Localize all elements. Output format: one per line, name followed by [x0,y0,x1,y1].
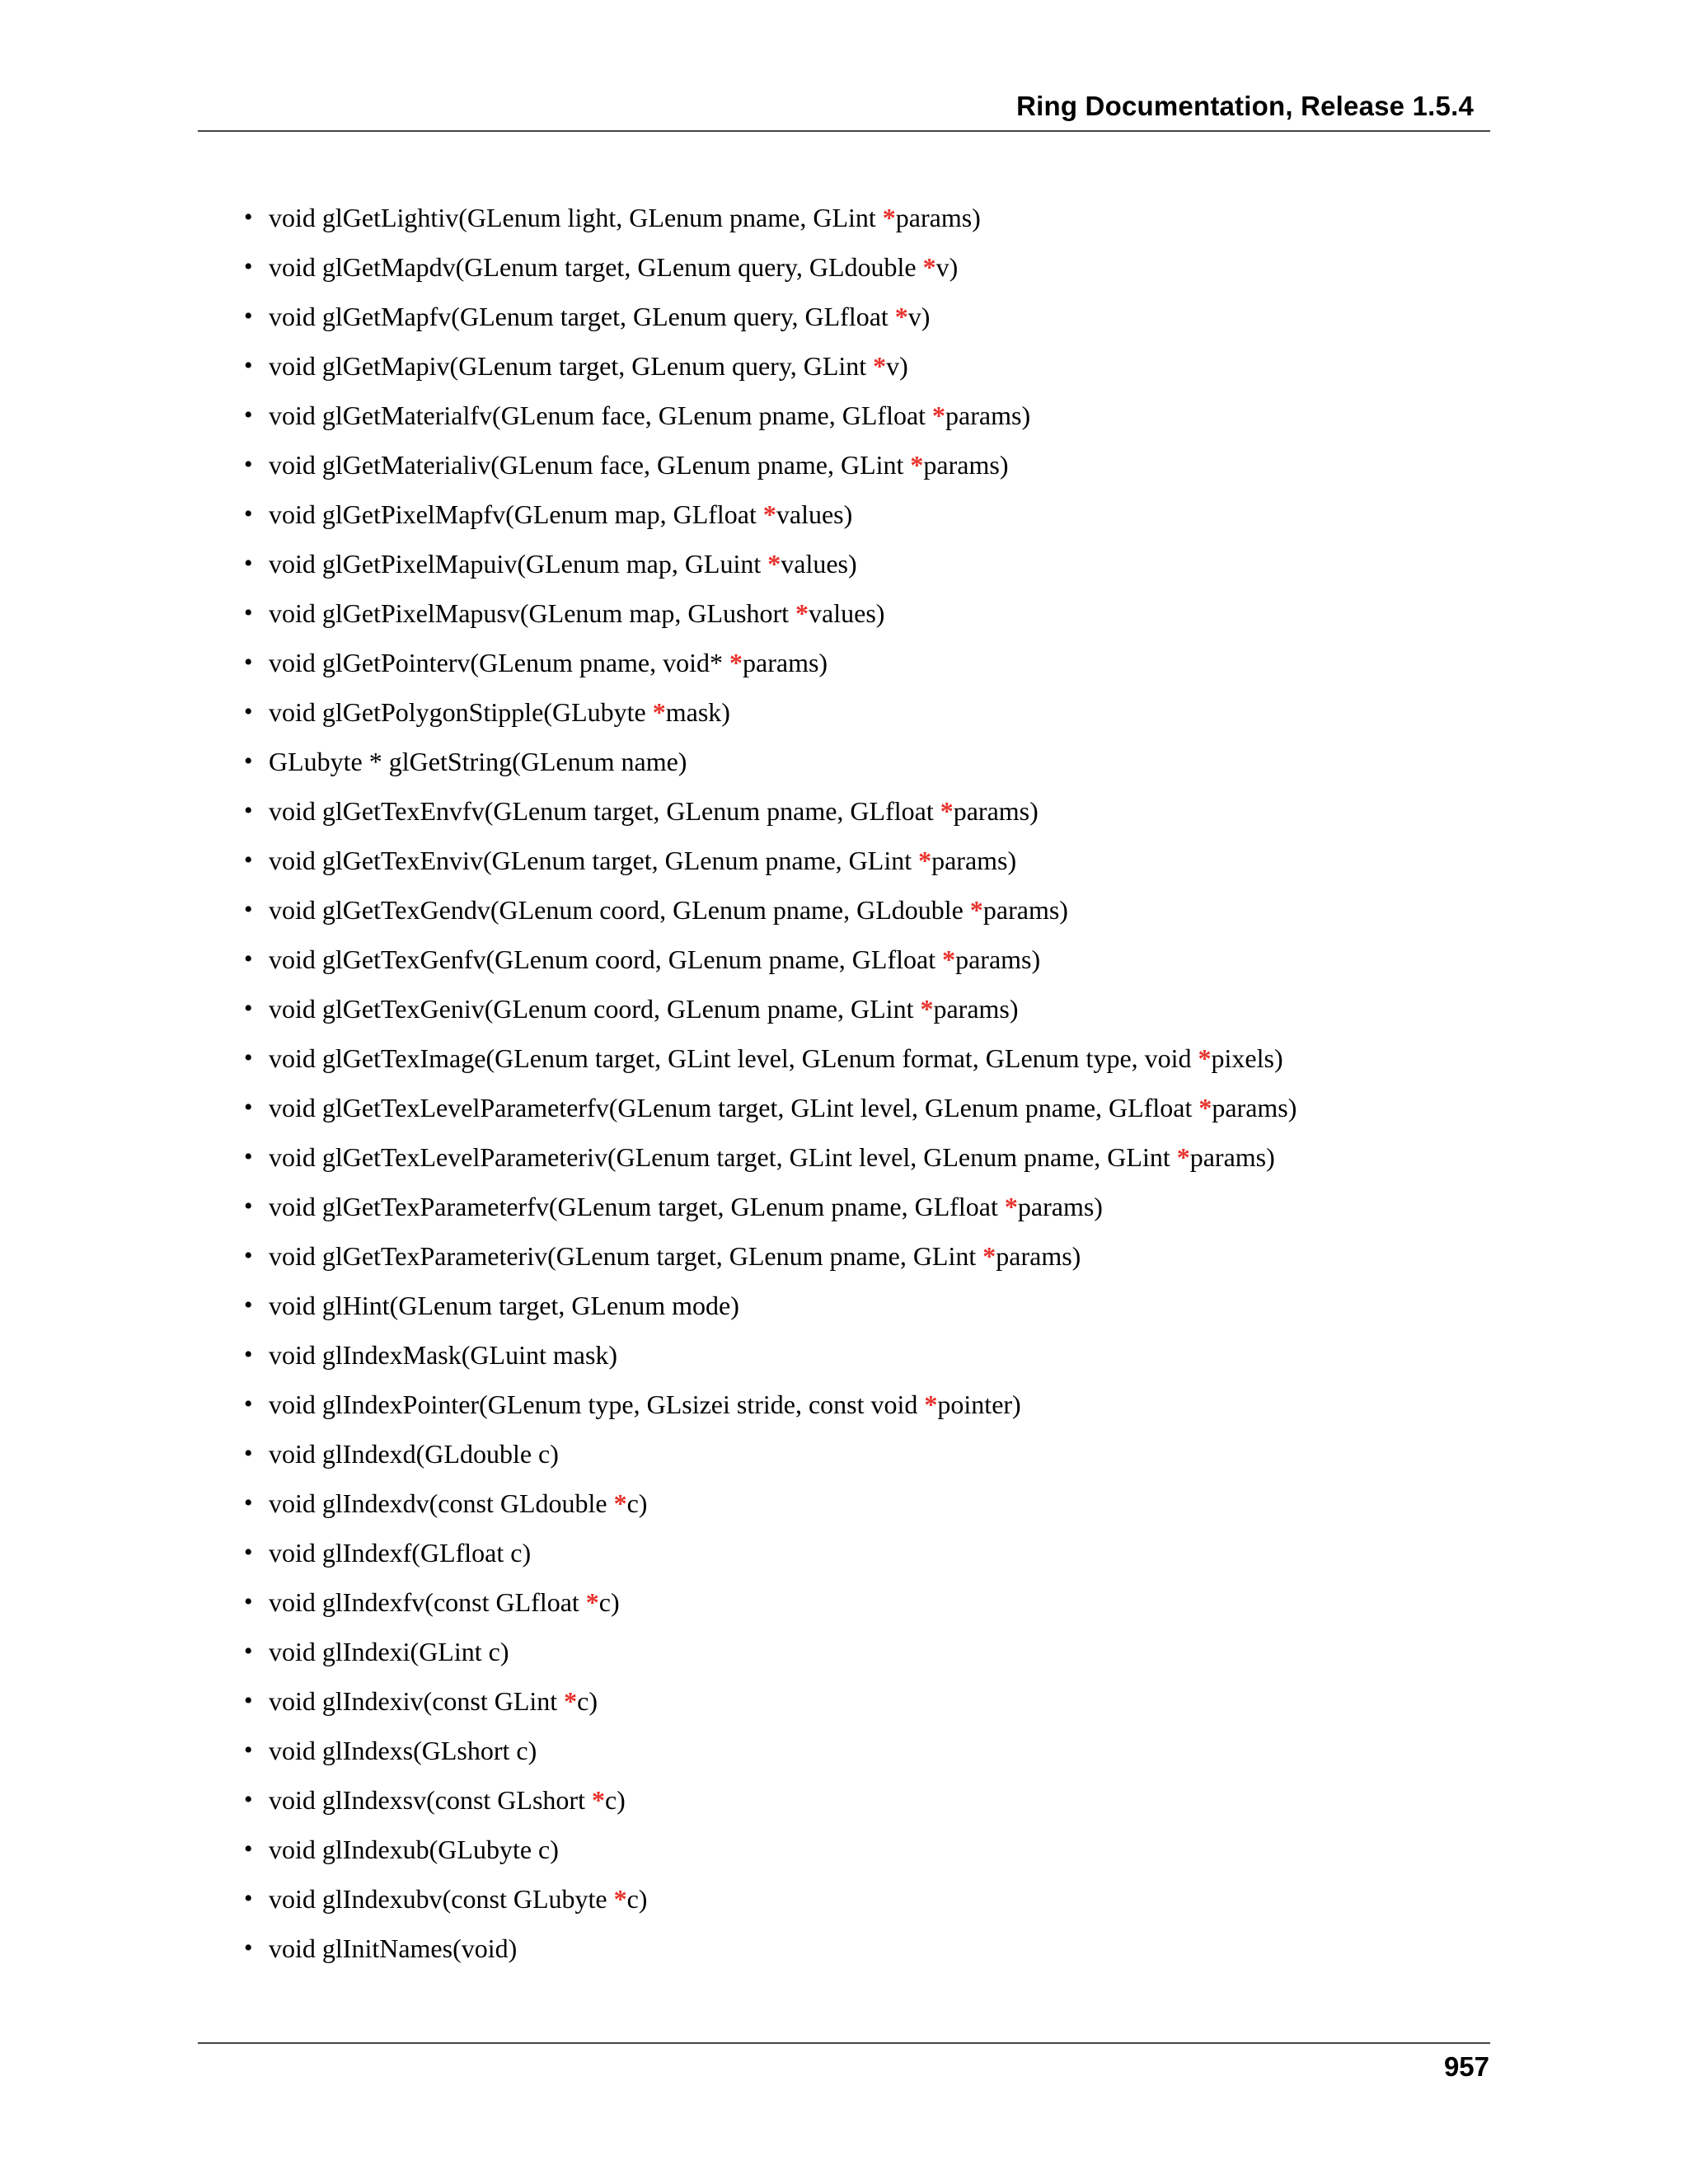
header-divider [198,130,1490,132]
pointer-asterisk: * [613,1884,627,1914]
function-signature-tail: params) [895,203,981,232]
page-header-title: Ring Documentation, Release 1.5.4 [1016,91,1474,121]
bullet-icon: • [244,1341,253,1368]
list-item [244,1731,1296,1780]
list-item [244,1335,1296,1385]
pointer-asterisk: * [1198,1093,1212,1122]
bullet-icon: • [244,401,253,429]
bullet-icon: • [244,204,253,231]
pointer-asterisk: * [1176,1142,1190,1172]
function-signature: void glIndexMask(GLuint mask) [269,1340,618,1370]
list-item [244,1286,1296,1335]
function-signature-tail: values) [809,598,885,628]
function-signature: void glIndexf(GLfloat c) [269,1538,532,1568]
function-signature: void glGetTexGenfv(GLenum coord, GLenum pname, GLfloat [269,944,943,974]
function-signature-tail: pixels) [1211,1043,1283,1073]
list-item [244,297,1296,346]
list-item [244,1088,1296,1137]
function-signature: void glGetPixelMapusv(GLenum map, GLushort [269,598,796,628]
function-signature-tail: params) [955,944,1041,974]
bullet-icon: • [244,1687,253,1714]
function-signature: void glGetMaterialfv(GLenum face, GLenum pname, GLfloat [269,401,933,430]
function-signature: void glIndexs(GLshort c) [269,1736,537,1765]
list-item [244,346,1296,396]
function-signature: void glGetLightiv(GLenum light, GLenum pname, GLint [269,203,883,232]
pointer-asterisk: * [652,697,666,727]
bullet-icon: • [244,550,253,577]
list-item [244,1137,1296,1187]
list-item [244,1533,1296,1582]
function-signature: void glGetMapfv(GLenum target, GLenum query, GLfloat [269,302,895,331]
function-signature: void glGetPolygonStipple(GLubyte [269,697,653,727]
list-item [244,989,1296,1038]
list-item [244,445,1296,494]
function-signature: void glGetTexLevelParameteriv(GLenum target, GLint level, GLenum pname, GLint [269,1142,1177,1172]
list-item [244,1434,1296,1483]
function-signature-tail: v) [935,252,959,282]
page-number: 957 [1443,2051,1489,2082]
function-signature-tail: c) [598,1587,620,1617]
pointer-asterisk: * [922,252,936,282]
function-signature: void glGetTexEnvfv(GLenum target, GLenum pname, GLfloat [269,796,940,826]
function-signature-tail: params) [982,895,1068,925]
pointer-asterisk: * [1198,1043,1212,1073]
function-signature-tail: v) [907,302,931,331]
pointer-asterisk: * [920,994,934,1024]
pointer-asterisk: * [910,450,924,480]
pointer-asterisk: * [918,846,932,875]
bullet-icon: • [244,1588,253,1615]
pointer-asterisk: * [585,1587,599,1617]
pointer-asterisk: * [942,944,956,974]
bullet-icon: • [244,500,253,527]
bullet-icon: • [244,1638,253,1665]
pointer-asterisk: * [767,549,781,579]
function-signature-tail: params) [743,648,828,677]
bullet-icon: • [244,748,253,775]
function-signature: void glIndexfv(const GLfloat [269,1587,586,1617]
list-item [244,1236,1296,1286]
footer-divider [198,2042,1490,2044]
bullet-icon: • [244,1885,253,1912]
bullet-icon: • [244,1390,253,1418]
pointer-asterisk: * [762,499,776,529]
function-signature: void glGetMapdv(GLenum target, GLenum query, GLdouble [269,252,923,282]
function-signature-tail: params) [933,994,1019,1024]
pointer-asterisk: * [729,648,743,677]
function-signature: void glIndexsv(const GLshort [269,1785,592,1815]
function-signature-tail: c) [626,1884,648,1914]
function-signature-tail: params) [953,796,1039,826]
list-item [244,1187,1296,1236]
list-item [244,1385,1296,1434]
function-signature: void glIndexiv(const GLint [269,1686,565,1716]
pointer-asterisk: * [882,203,896,232]
pointer-asterisk: * [894,302,908,331]
function-signature: void glGetTexGeniv(GLenum coord, GLenum pname, GLint [269,994,921,1024]
list-item [244,396,1296,445]
function-signature: void glIndexd(GLdouble c) [269,1439,559,1469]
pointer-asterisk: * [924,1390,938,1419]
function-signature: void glIndexubv(const GLubyte [269,1884,614,1914]
bullet-icon: • [244,1736,253,1764]
pointer-asterisk: * [564,1686,578,1716]
list-item [244,890,1296,940]
list-item [244,742,1296,791]
function-signature: void glGetTexEnviv(GLenum target, GLenum pname, GLint [269,846,919,875]
bullet-icon: • [244,1489,253,1516]
bullet-icon: • [244,352,253,379]
function-signature-tail: params) [923,450,1009,480]
function-signature-tail: params) [996,1241,1081,1271]
pointer-asterisk: * [795,598,809,628]
bullet-icon: • [244,1291,253,1319]
function-signature: void glGetTexParameteriv(GLenum target, GLenum pname, GLint [269,1241,983,1271]
function-signature-tail: c) [604,1785,626,1815]
bullet-icon: • [244,1143,253,1170]
function-signature: void glGetPixelMapfv(GLenum map, GLfloat [269,499,763,529]
bullet-icon: • [244,302,253,330]
function-signature-tail: params) [945,401,1031,430]
pointer-asterisk: * [591,1785,605,1815]
list-item [244,791,1296,841]
bullet-icon: • [244,797,253,824]
function-signature: void glIndexPointer(GLenum type, GLsizei stride, const void [269,1390,925,1419]
pointer-asterisk: * [969,895,983,925]
bullet-icon: • [244,1786,253,1813]
list-item [244,494,1296,544]
bullet-icon: • [244,1094,253,1121]
list-item [244,1681,1296,1731]
function-signature-tail: values) [776,499,853,529]
bullet-icon: • [244,451,253,478]
list-item [244,544,1296,593]
function-signature: void glInitNames(void) [269,1933,518,1963]
function-signature-tail: params) [1212,1093,1297,1122]
bullet-icon: • [244,649,253,676]
function-signature: void glIndexdv(const GLdouble [269,1488,614,1518]
function-signature: void glGetTexParameterfv(GLenum target, GLenum pname, GLfloat [269,1192,1005,1221]
function-signature: void glIndexub(GLubyte c) [269,1835,559,1864]
function-signature: void glGetPointerv(GLenum pname, void* [269,648,730,677]
bullet-icon: • [244,1440,253,1467]
bullet-icon: • [244,1835,253,1863]
list-item [244,1038,1296,1088]
list-item [244,1632,1296,1681]
function-signature: void glGetTexImage(GLenum target, GLint level, GLenum format, GLenum type, void [269,1043,1198,1073]
function-signature-tail: params) [931,846,1017,875]
pointer-asterisk: * [873,351,887,381]
bullet-icon: • [244,1539,253,1566]
bullet-icon: • [244,698,253,725]
function-list [244,198,1296,1978]
function-signature: void glGetTexLevelParameterfv(GLenum target, GLint level, GLenum pname, GLfloat [269,1093,1199,1122]
list-item [244,1780,1296,1830]
list-item [244,198,1296,247]
pointer-asterisk: * [1004,1192,1018,1221]
bullet-icon: • [244,896,253,923]
pointer-asterisk: * [613,1488,627,1518]
bullet-icon: • [244,1242,253,1269]
list-item [244,841,1296,890]
function-signature-tail: params) [1017,1192,1103,1221]
function-signature-tail: v) [886,351,908,381]
list-item [244,1929,1296,1978]
function-signature: void glIndexi(GLint c) [269,1637,509,1666]
list-item [244,247,1296,297]
bullet-icon: • [244,995,253,1022]
function-signature-tail: c) [577,1686,598,1716]
function-signature-tail: mask) [665,697,730,727]
pointer-asterisk: * [932,401,946,430]
function-signature: void glGetPixelMapuiv(GLenum map, GLuint [269,549,768,579]
list-item [244,643,1296,692]
function-signature-tail: pointer) [937,1390,1021,1419]
function-signature: void glHint(GLenum target, GLenum mode) [269,1291,739,1320]
bullet-icon: • [244,253,253,280]
pointer-asterisk: * [940,796,954,826]
pointer-asterisk: * [982,1241,996,1271]
function-signature: void glGetMaterialiv(GLenum face, GLenum pname, GLint [269,450,911,480]
list-item [244,692,1296,742]
bullet-icon: • [244,846,253,874]
bullet-icon: • [244,945,253,972]
bullet-icon: • [244,599,253,626]
function-signature-tail: params) [1189,1142,1275,1172]
bullet-icon: • [244,1934,253,1961]
function-signature-tail: values) [781,549,857,579]
list-item [244,1830,1296,1879]
list-item [244,1582,1296,1632]
function-signature: void glGetTexGendv(GLenum coord, GLenum pname, GLdouble [269,895,970,925]
function-signature-tail: c) [626,1488,648,1518]
function-signature: GLubyte * glGetString(GLenum name) [269,747,687,776]
bullet-icon: • [244,1193,253,1220]
bullet-icon: • [244,1044,253,1071]
list-item [244,1879,1296,1929]
list-item [244,593,1296,643]
list-item [244,1483,1296,1533]
function-signature: void glGetMapiv(GLenum target, GLenum query, GLint [269,351,874,381]
list-item [244,940,1296,989]
